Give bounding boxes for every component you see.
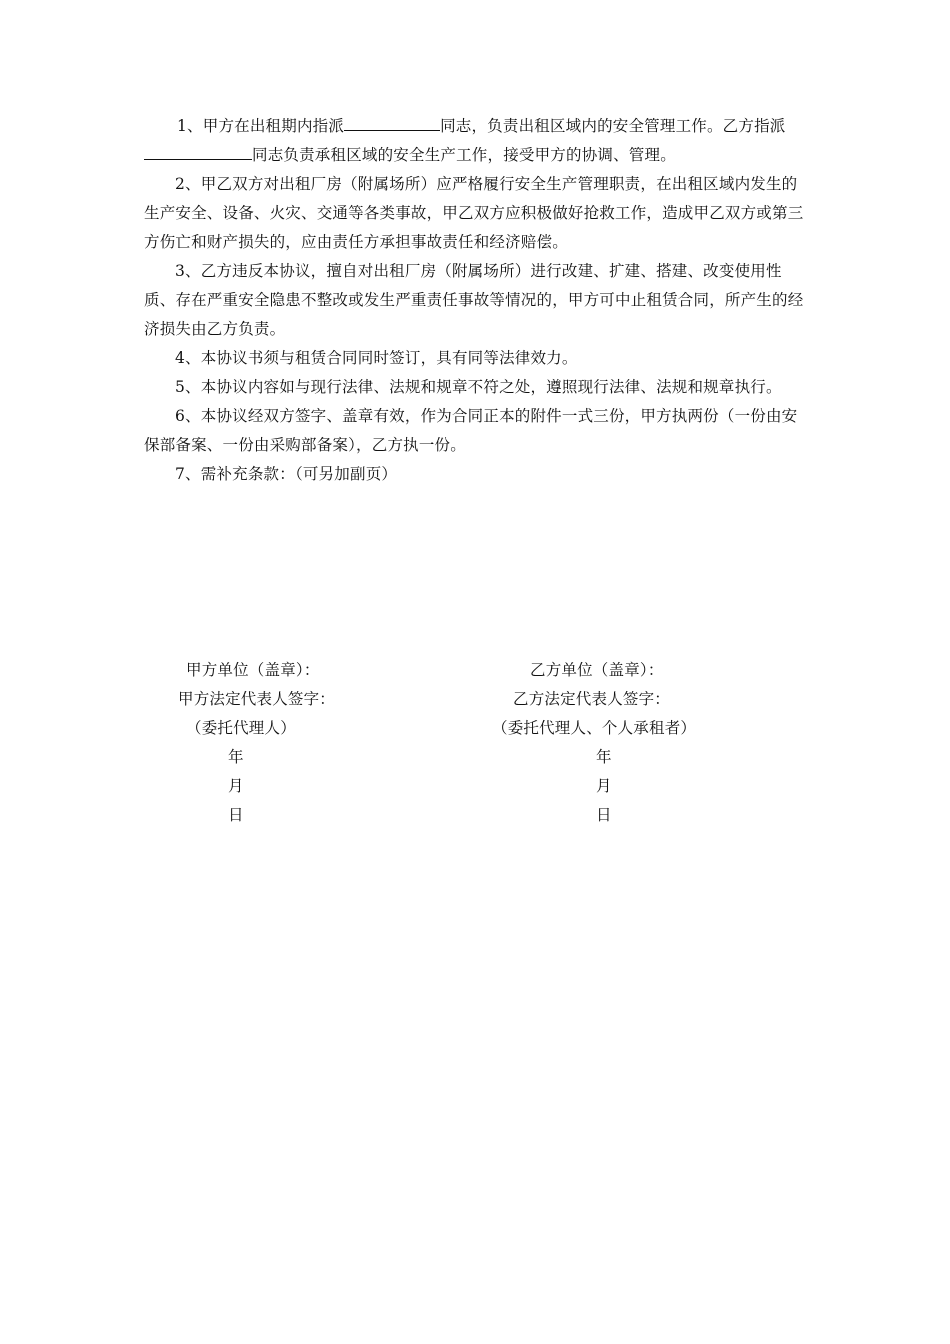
party-a-year: 年 <box>228 748 244 766</box>
clause-1-text-b: 同志，负责出租区域内的安全管理工作。乙方指派 <box>440 117 786 135</box>
party-a-month: 月 <box>228 777 244 795</box>
party-a-day: 日 <box>228 806 244 824</box>
clause-1-text-c: 同志负责承租区域的安全生产工作，接受甲方的协调、管理。 <box>252 146 676 164</box>
party-b-month: 月 <box>596 777 612 795</box>
clause-1 <box>144 112 810 170</box>
agreement-clauses <box>144 112 810 489</box>
party-a-signature-block <box>186 656 320 685</box>
clause-1-text-a: 1、甲方在出租期内指派 <box>177 117 345 135</box>
party-a-rep-label: 甲方法定代表人签字： <box>178 690 336 708</box>
clause-7: 7、需补充条款：（可另加副页） <box>175 465 398 483</box>
party-b-year: 年 <box>596 748 612 766</box>
party-b-day: 日 <box>596 806 612 824</box>
party-a-agent-label: （委托代理人） <box>186 719 296 737</box>
party-b-designee-blank[interactable] <box>144 141 252 160</box>
party-a-rep-block <box>178 685 335 714</box>
party-b-agent-label: （委托代理人、个人承租者） <box>492 719 697 737</box>
party-a-date <box>228 743 252 830</box>
clause-3: 3、乙方违反本协议，擅自对出租厂房（附属场所）进行改建、扩建、搭建、改变使用性质、存在严重安全隐患不整改或发生严重责任事故等情况的，甲方可中止租赁合同，所产生的经济损失由乙方负责。 <box>144 262 804 338</box>
clause-2: 2、甲乙双方对出租厂房（附属场所）应严格履行安全生产管理职责，在出租区域内发生的生产安全、设备、火灾、交通等各类事故，甲乙双方应积极做好抢救工作，造成甲乙双方或第三方伤亡和财产损失的，应由责任方承担事故责任和经济赔偿。 <box>144 175 804 251</box>
party-a-unit-label: 甲方单位（盖章）： <box>186 661 320 679</box>
party-b-rep-block <box>513 685 670 714</box>
party-b-unit-label: 乙方单位（盖章）： <box>530 661 664 679</box>
party-a-designee-blank[interactable] <box>344 112 440 131</box>
party-a-agent-block <box>186 714 296 743</box>
clause-5: 5、本协议内容如与现行法律、法规和规章不符之处，遵照现行法律、法规和规章执行。 <box>175 378 782 396</box>
party-b-rep-label: 乙方法定代表人签字： <box>513 690 671 708</box>
clause-6: 6、本协议经双方签字、盖章有效，作为合同正本的附件一式三份，甲方执两份（一份由安保部备案、一份由采购部备案），乙方执一份。 <box>144 407 798 454</box>
clause-4: 4、本协议书须与租赁合同同时签订，具有同等法律效力。 <box>175 349 578 367</box>
party-b-signature-block <box>530 656 664 685</box>
party-b-agent-block <box>492 714 696 743</box>
party-b-date <box>596 743 620 830</box>
